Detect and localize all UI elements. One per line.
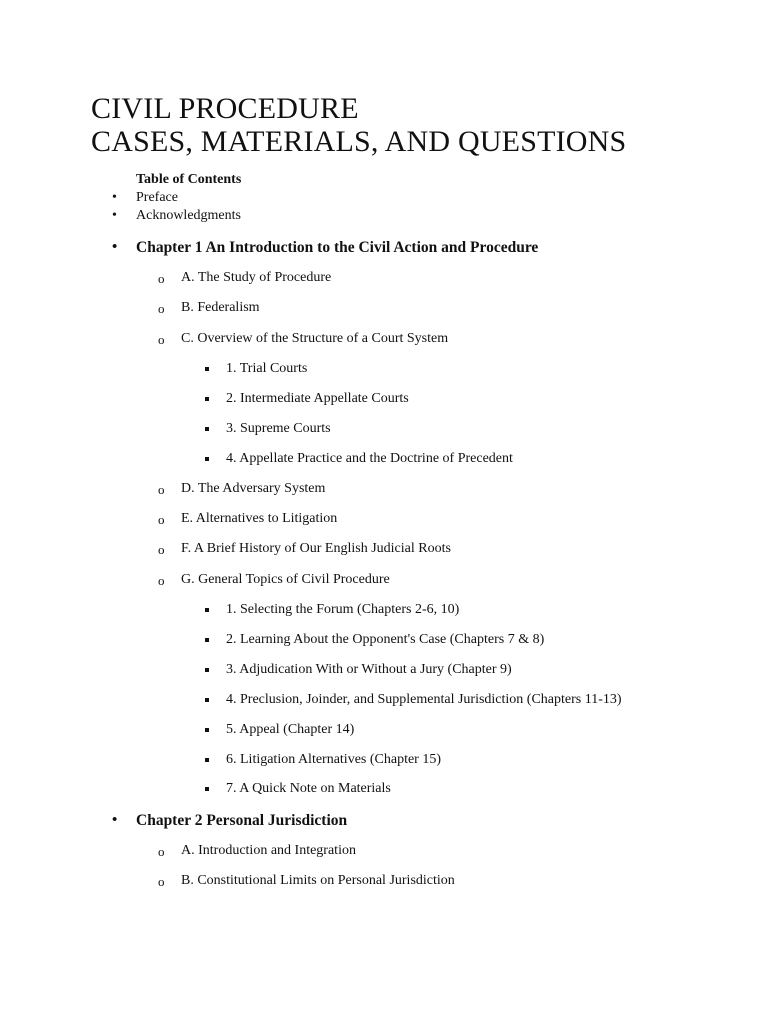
toc-section[interactable] — [158, 331, 449, 347]
subsection-title: 6. Litigation Alternatives (Chapter 15) — [226, 752, 442, 767]
document-title-line-1: CIVIL PROCEDURE — [91, 92, 359, 125]
toc-subsection[interactable] — [226, 422, 331, 436]
section-title: A. The Study of Procedure — [181, 270, 332, 285]
toc-subsection[interactable] — [226, 452, 513, 466]
section-title: A. Introduction and Integration — [181, 843, 356, 858]
section-title: E. Alternatives to Litigation — [181, 511, 338, 526]
toc-subsection[interactable] — [226, 693, 622, 707]
toc-subsection[interactable] — [226, 603, 459, 617]
toc-subsection[interactable] — [226, 723, 354, 737]
square-marker — [205, 638, 209, 642]
bullet-marker: • — [112, 812, 118, 828]
square-marker — [205, 427, 209, 431]
square-marker — [205, 367, 209, 371]
circle-marker: o — [158, 874, 165, 889]
square-marker — [205, 397, 209, 401]
subsection-title: 1. Trial Courts — [226, 361, 308, 376]
toc-section[interactable] — [158, 481, 326, 497]
toc-subsection[interactable] — [226, 633, 544, 647]
toc-section[interactable] — [158, 873, 455, 889]
toc-heading: Table of Contents — [136, 172, 242, 187]
subsection-title: 3. Adjudication With or Without a Jury (Chapter 9) — [226, 662, 512, 677]
section-title: B. Federalism — [181, 300, 260, 315]
chapter-title: Chapter 2 Personal Jurisdiction — [136, 812, 348, 829]
section-title: G. General Topics of Civil Procedure — [181, 572, 390, 587]
toc-section[interactable] — [158, 511, 338, 527]
subsection-title: 5. Appeal (Chapter 14) — [226, 722, 355, 737]
bullet-marker: • — [112, 239, 118, 255]
chapter-title: Chapter 1 An Introduction to the Civil Action and Procedure — [136, 239, 539, 256]
toc-section[interactable] — [158, 270, 332, 286]
square-marker — [205, 608, 209, 612]
toc-chapter-2[interactable] — [112, 812, 348, 829]
toc-section[interactable] — [158, 541, 451, 557]
toc-section[interactable] — [158, 300, 260, 316]
bullet-marker: • — [112, 190, 117, 205]
circle-marker: o — [158, 301, 165, 316]
square-marker — [205, 787, 209, 791]
toc-item-preface[interactable] — [112, 190, 178, 205]
circle-marker: o — [158, 332, 165, 347]
square-marker — [205, 457, 209, 461]
circle-marker: o — [158, 482, 165, 497]
section-title: C. Overview of the Structure of a Court System — [181, 331, 449, 346]
subsection-title: 1. Selecting the Forum (Chapters 2-6, 10) — [226, 602, 460, 617]
square-marker — [205, 758, 209, 762]
toc-item-label: Preface — [136, 190, 178, 205]
section-title: F. A Brief History of Our English Judicial Roots — [181, 541, 451, 556]
toc-subsection[interactable] — [226, 663, 512, 677]
circle-marker: o — [158, 512, 165, 527]
toc-subsection[interactable] — [226, 392, 409, 406]
subsection-title: 7. A Quick Note on Materials — [226, 781, 391, 796]
toc-chapter-1[interactable] — [112, 239, 539, 256]
toc-subsection[interactable] — [226, 753, 441, 767]
section-title: B. Constitutional Limits on Personal Jurisdiction — [181, 873, 455, 888]
circle-marker: o — [158, 271, 165, 286]
toc-item-acknowledgments[interactable] — [112, 208, 241, 223]
subsection-title: 4. Preclusion, Joinder, and Supplemental Jurisdiction (Chapters 11-13) — [226, 692, 622, 707]
circle-marker: o — [158, 542, 165, 557]
toc-subsection[interactable] — [226, 782, 391, 796]
circle-marker: o — [158, 573, 165, 588]
toc-section[interactable] — [158, 843, 356, 859]
section-title: D. The Adversary System — [181, 481, 326, 496]
square-marker — [205, 668, 209, 672]
subsection-title: 3. Supreme Courts — [226, 421, 331, 436]
document-title-line-2: CASES, MATERIALS, AND QUESTIONS — [91, 125, 627, 158]
subsection-title: 4. Appellate Practice and the Doctrine of Precedent — [226, 451, 513, 466]
toc-section[interactable] — [158, 572, 390, 588]
subsection-title: 2. Learning About the Opponent's Case (Chapters 7 & 8) — [226, 632, 545, 647]
subsection-title: 2. Intermediate Appellate Courts — [226, 391, 409, 406]
bullet-marker: • — [112, 208, 117, 223]
toc-subsection[interactable] — [226, 362, 307, 376]
circle-marker: o — [158, 844, 165, 859]
square-marker — [205, 698, 209, 702]
toc-item-label: Acknowledgments — [136, 208, 241, 223]
square-marker — [205, 728, 209, 732]
